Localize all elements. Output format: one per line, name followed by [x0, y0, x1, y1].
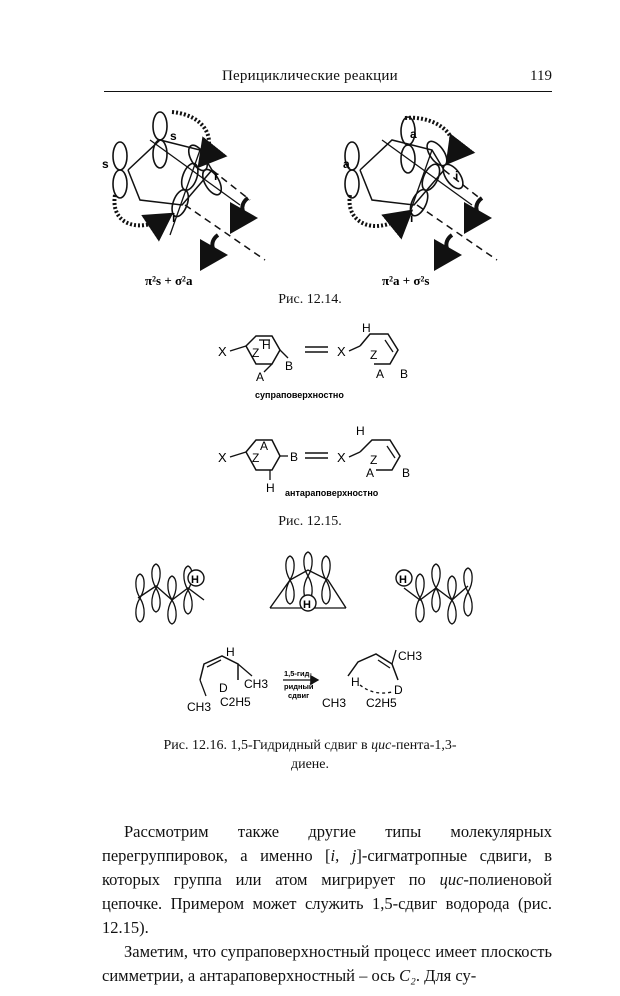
fig-12-14-right-label-1: a [343, 157, 350, 171]
caption-fig-12-16-prefix: Рис. 12.16. 1,5-Гидридный сдвиг в [163, 738, 372, 753]
fig-12-16-orbitals [136, 552, 472, 624]
atom-z: Z [252, 346, 260, 360]
fig-12-14-right [343, 117, 497, 288]
rxn-ch3-right-1: CH3 [398, 649, 423, 663]
atom-a: A [376, 367, 385, 381]
rxn-ch3-right-2: CH3 [322, 696, 347, 710]
atom-h: H [262, 338, 271, 352]
atom-z: Z [370, 348, 378, 362]
atom-a: A [366, 466, 375, 480]
atom-h: H [266, 481, 275, 495]
arrow-label-2: ридный [284, 682, 314, 691]
fig-12-14-left-label-4: i [172, 211, 176, 225]
fig-12-14-right-term: π²a + σ²s [382, 273, 430, 288]
fig-12-14-right-label-3: i [455, 169, 459, 183]
rxn-h-right: H [351, 675, 360, 689]
atom-b: B [400, 367, 409, 381]
atom-h: H [356, 424, 365, 438]
caption-fig-12-14: Рис. 12.14. [278, 292, 342, 307]
caption-fig-12-15: Рис. 12.15. [278, 514, 342, 529]
atom-a: A [256, 370, 265, 384]
fig-12-14-left [102, 112, 265, 288]
fig-12-14-left-label-2: s [170, 129, 177, 143]
orb-h-right: H [399, 574, 407, 586]
fig-12-14-right-label-2: a [410, 127, 417, 141]
atom-x: X [218, 450, 227, 465]
rxn-c2h5-left: C2H5 [220, 695, 251, 709]
rxn-h-left: H [226, 645, 235, 659]
paragraph-2: Заметим, что супраповерхностный процесс имеет плоскость симметрии, а антараповерхностный – ось C₂. Для су- [102, 942, 552, 985]
body-text [102, 820, 552, 988]
antara-note: антараповерхностно [285, 488, 379, 498]
orb-h-left: H [191, 574, 199, 586]
atom-z: Z [370, 453, 378, 467]
rxn-ch3-left-1: CH3 [244, 677, 269, 691]
fig-12-14-right-label-4: i [410, 211, 414, 225]
paragraph-1: Рассмотрим также другие типы молекулярных перегруппировок, а именно [i, j]-сигматропные сдвиги, в которых группа или атом мигрирует по цис-полиеновой цепочке. Примером может служить 1,5-сдвиг водорода (рис. 12.15). [102, 822, 552, 937]
atom-b: B [402, 466, 411, 480]
atom-x: X [337, 450, 346, 465]
rxn-ch3-left-2: CH3 [187, 700, 212, 714]
caption-fig-12-16-line2: диене. [290, 757, 330, 772]
atom-z: Z [252, 451, 260, 465]
supra-note: супраповерхностно [255, 390, 344, 400]
atom-b: B [285, 359, 294, 373]
orb-h-mid: H [303, 599, 311, 611]
atom-x: X [218, 344, 227, 359]
atom-b: B [290, 450, 299, 464]
arrow-label-1: 1,5-гид- [284, 669, 312, 678]
caption-fig-12-16-suffix: -пента-1,3- [391, 738, 457, 753]
fig-12-14-left-label-3: r [214, 169, 219, 183]
caption-fig-12-16-italic: цис [371, 738, 392, 753]
fig-12-14-left-label-1: s [102, 157, 109, 171]
caption-fig-12-16 [140, 736, 480, 774]
rxn-c2h5-right: C2H5 [366, 696, 397, 710]
atom-x: X [337, 344, 346, 359]
atom-h: H [362, 321, 371, 335]
fig-12-14-left-term: π²s + σ²a [145, 273, 193, 288]
page-number: 119 [530, 68, 552, 84]
atom-a: A [260, 439, 269, 453]
rxn-d-left: D [219, 681, 228, 695]
fig-12-15 [218, 321, 410, 498]
arrow-label-3: сдвиг [288, 691, 310, 700]
fig-12-16-reaction [187, 645, 422, 714]
rxn-d-right: D [394, 683, 403, 697]
running-title: Перициклические реакции [222, 68, 398, 84]
